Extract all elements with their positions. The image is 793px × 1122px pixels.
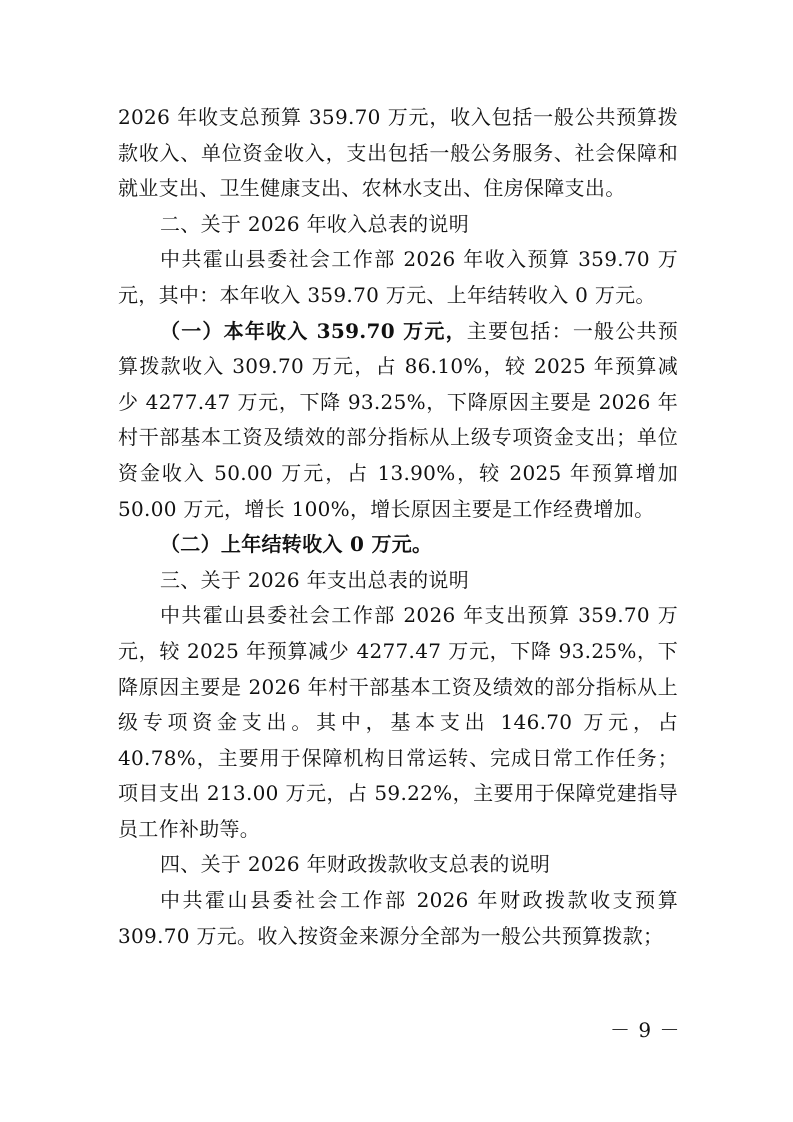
paragraph-current-year-income: [118, 314, 678, 528]
paragraph-budget-summary: 2026 年收支总预算 359.70 万元，收入包括一般公共预算拨款收入、单位资金收入，支出包括一般公务服务、社会保障和就业支出、卫生健康支出、农林水支出、住房保障支出。: [118, 105, 678, 201]
document-body: [118, 100, 678, 954]
paragraph-expenditure-overview: 中共霍山县委社会工作部 2026 年支出预算 359.70 万元，较 2025 年预算减少 4277.47 万元，下降 93.25%，下降原因主要是 2026 年村干部基本工资及绩效的部分指标从上级专项资金支出。其中，基本支出 146.70 万元，占 40.78%，主要用于保障机构日常运转、完成日常工作任务；项目支出 213.00 万元，占 59.22%，主要用于保障党建指导员工作补助等。: [118, 603, 678, 841]
paragraph-income-overview: 中共霍山县委社会工作部 2026 年收入预算 359.70 万元，其中：本年收入 359.70 万元、上年结转收入 0 万元。: [118, 247, 678, 307]
heading-fiscal-appropriation-table: 四、关于 2026 年财政拨款收支总表的说明: [160, 852, 551, 877]
heading-expenditure-table: 三、关于 2026 年支出总表的说明: [160, 567, 470, 592]
page-number: － 9 －: [610, 1018, 681, 1042]
paragraph-fiscal-appropriation: 中共霍山县委社会工作部 2026 年财政拨款收支预算 309.70 万元。收入按资金来源分全部为一般公共预算拨款；: [118, 888, 678, 948]
subheading-carryover-income: （二）上年结转收入 0 万元。: [160, 532, 433, 557]
current-year-income-text: 主要包括：一般公共预算拨款收入 309.70 万元，占 86.10%，较 2025 年预算减少 4277.47 万元，下降 93.25%，下降原因主要是 2026 年村干部基本工资及绩效的部分指标从上级专项资金支出；单位资金收入 50.00 万元，占 13.90%，较 2025 年预算增加 50.00 万元，增长 100%，增长原因主要是工作经费增加。: [118, 318, 678, 521]
subheading-current-year-income: （一）本年收入 359.70 万元，: [160, 318, 467, 343]
heading-income-table: 二、关于 2026 年收入总表的说明: [160, 211, 470, 236]
